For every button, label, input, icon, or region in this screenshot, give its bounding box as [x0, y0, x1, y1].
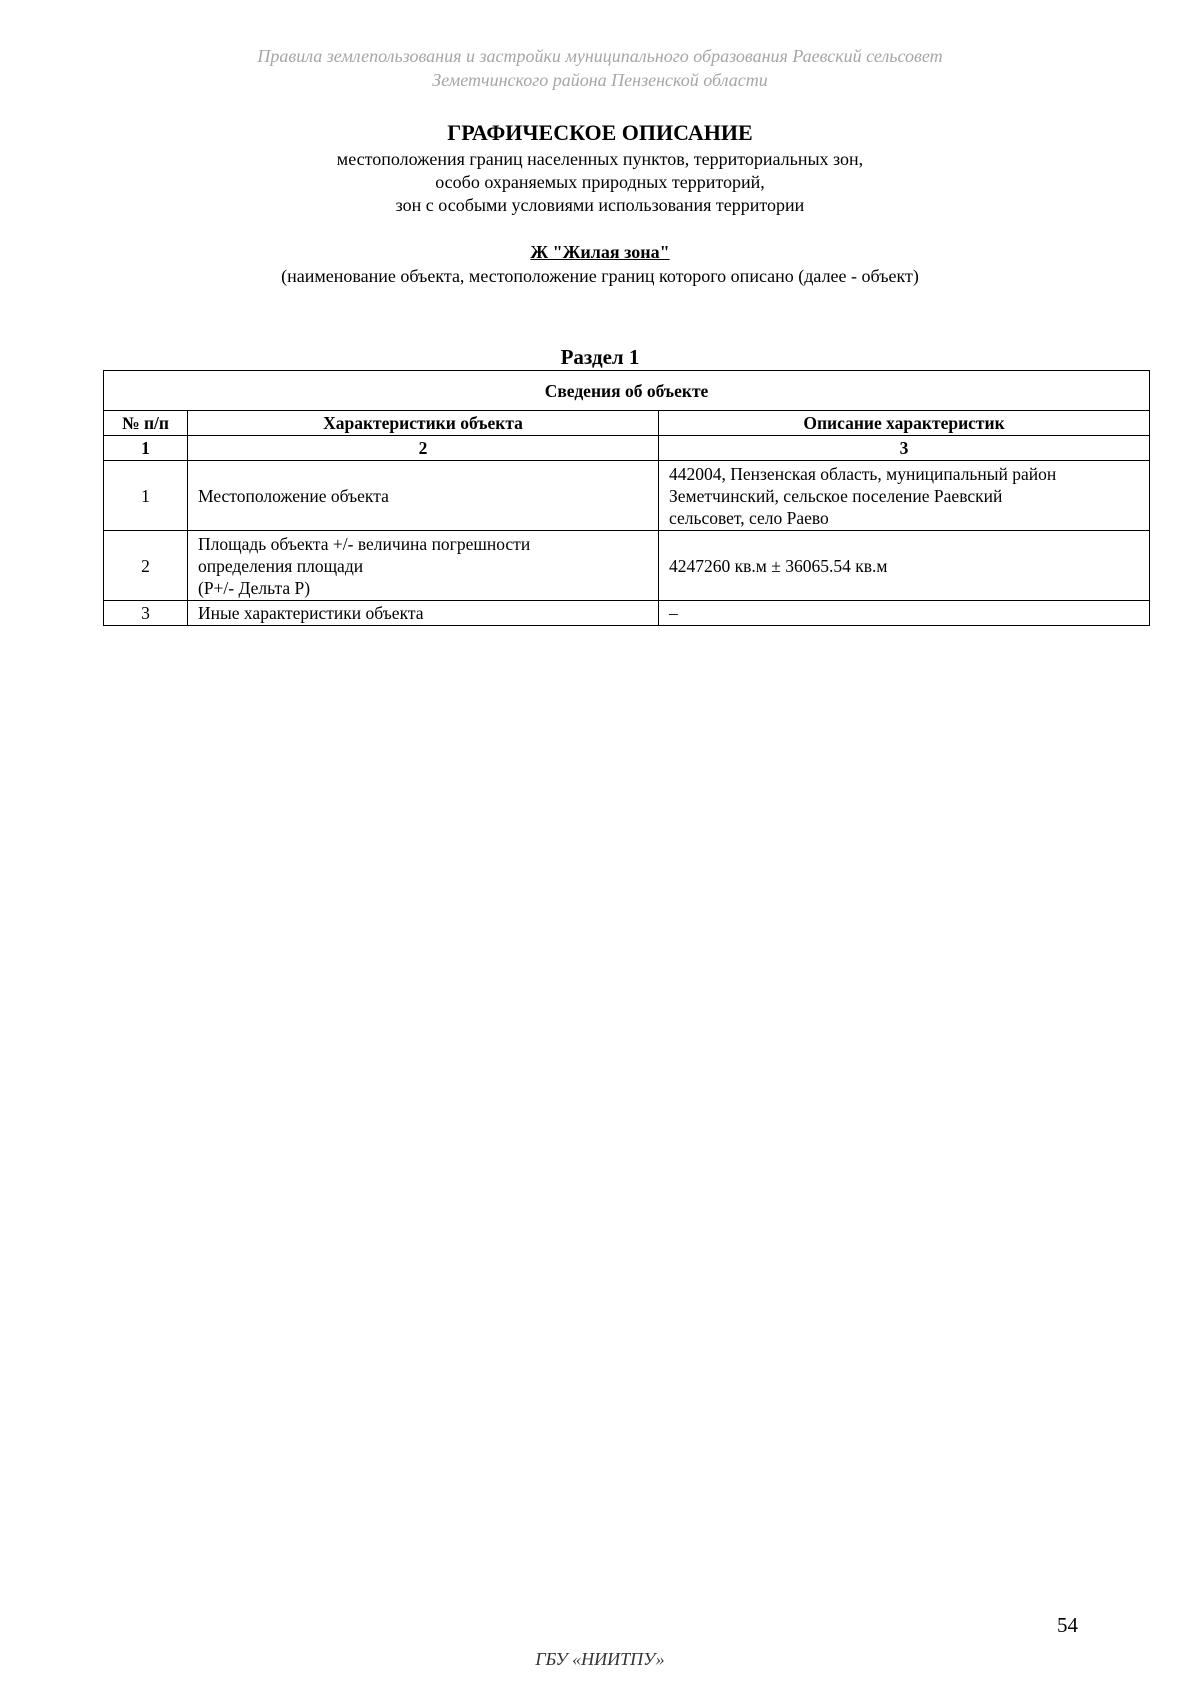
characteristic-line: определения площади	[198, 555, 364, 576]
characteristic-line: (P+/- Дельта P)	[198, 577, 311, 598]
subtitle-line-3: зон с особыми условиями использования территории	[395, 195, 805, 215]
description-line: –	[669, 603, 678, 623]
column-numbers-row	[104, 436, 1150, 461]
object-name: Ж "Жилая зона"	[530, 242, 670, 262]
object-name-heading	[0, 241, 1200, 263]
column-number-2: 2	[188, 436, 659, 461]
row-number: 1	[104, 461, 188, 531]
characteristic-line: Местоположение объекта	[198, 485, 389, 506]
object-info-table	[103, 370, 1150, 626]
column-header-number: № п/п	[104, 411, 188, 436]
document-subtitle	[0, 148, 1200, 217]
column-number-3: 3	[659, 436, 1150, 461]
page-number: 54	[1057, 1613, 1078, 1637]
column-header-description: Описание характеристик	[659, 411, 1150, 436]
description-line: Земетчинский, сельское поселение Раевский	[669, 485, 1003, 506]
description-line: 442004, Пензенская область, муниципальный район	[669, 463, 1057, 484]
row-description	[659, 461, 1150, 531]
table-row	[104, 461, 1150, 531]
running-header	[0, 44, 1200, 92]
description-line: 4247260 кв.м ± 36065.54 кв.м	[669, 555, 888, 576]
row-description	[659, 531, 1150, 601]
subtitle-line-2: особо охраняемых природных территорий,	[435, 172, 765, 192]
row-characteristic	[188, 601, 659, 626]
document-title: ГРАФИЧЕСКОЕ ОПИСАНИЕ	[447, 120, 753, 145]
characteristic-line: Площадь объекта +/- величина погрешности	[198, 533, 531, 554]
table-row	[104, 601, 1150, 626]
row-characteristic	[188, 461, 659, 531]
running-header-line-1: Правила землепользования и застройки муниципального образования Раевский сельсовет	[257, 46, 943, 66]
description-line: сельсовет, село Раево	[669, 507, 829, 528]
table-caption-row	[104, 371, 1150, 411]
running-footer: ГБУ «НИИТПУ»	[535, 1649, 665, 1669]
subtitle-line-1: местоположения границ населенных пунктов, территориальных зон,	[336, 149, 864, 169]
row-characteristic	[188, 531, 659, 601]
column-number-1: 1	[104, 436, 188, 461]
characteristic-line: Иные характеристики объекта	[198, 603, 424, 623]
row-description	[659, 601, 1150, 626]
table-row	[104, 531, 1150, 601]
object-name-note: (наименование объекта, местоположение границ которого описано (далее - объект)	[281, 266, 919, 286]
table-caption: Сведения об объекте	[104, 371, 1150, 411]
column-header-characteristic: Характеристики объекта	[188, 411, 659, 436]
table-header-row	[104, 411, 1150, 436]
row-number: 3	[104, 601, 188, 626]
row-number: 2	[104, 531, 188, 601]
running-header-line-2: Земетчинского района Пензенской области	[432, 70, 768, 90]
section-title: Раздел 1	[560, 345, 640, 369]
